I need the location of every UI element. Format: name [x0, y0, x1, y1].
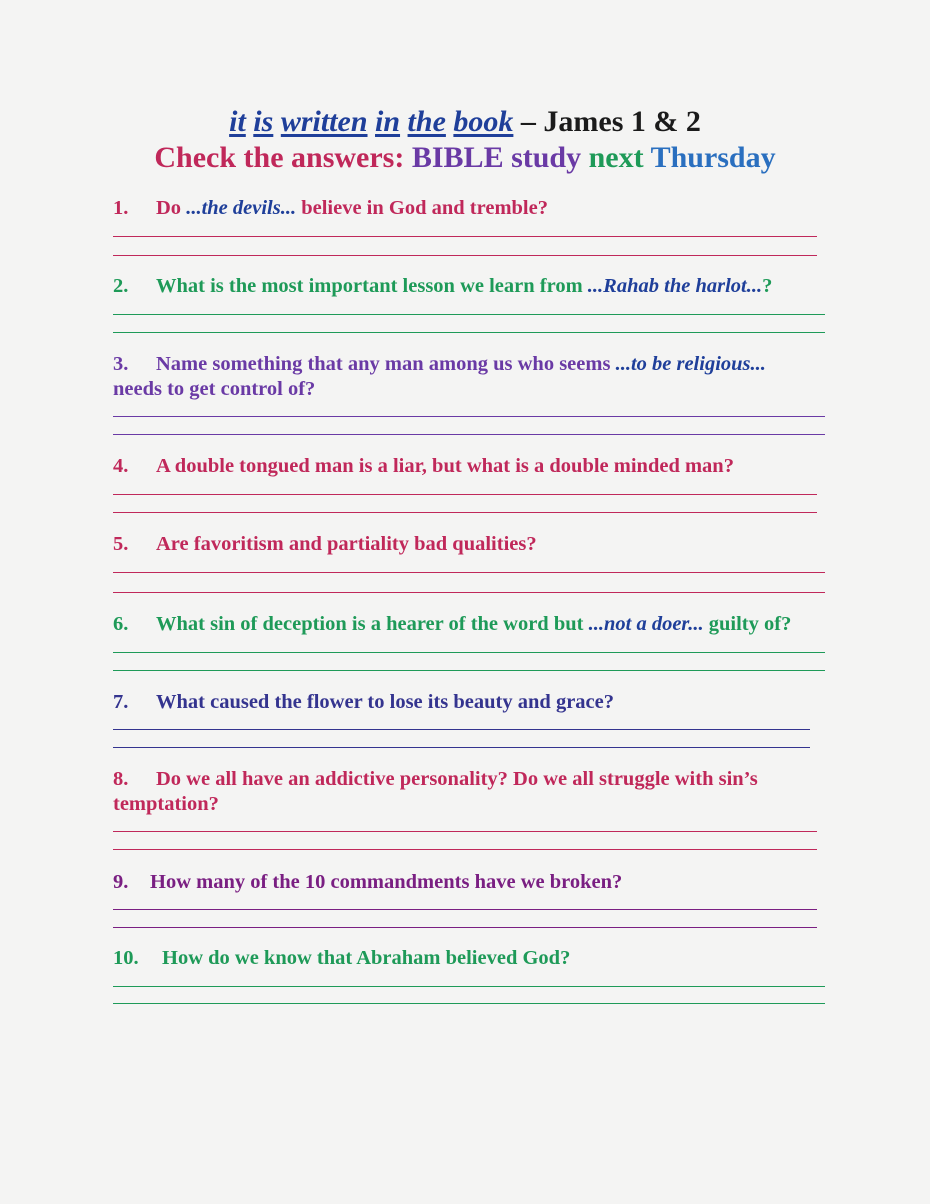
answer-line[interactable] — [113, 494, 817, 495]
question-number: 2. — [113, 275, 129, 297]
question-text: What caused the flower to lose its beauty and grace? — [156, 691, 614, 713]
worksheet-subtitle — [0, 140, 930, 176]
question-number: 8. — [113, 768, 129, 790]
question-text-end: ? — [762, 275, 773, 297]
answer-line[interactable] — [113, 747, 810, 748]
question-text-end: believe in God and tremble? — [296, 197, 548, 219]
question-7 — [113, 690, 825, 715]
question-text: How many of the 10 commandments have we broken? — [150, 871, 623, 893]
question-number: 1. — [113, 197, 129, 219]
question-text-end: guilty of? — [703, 613, 792, 635]
answer-line[interactable] — [113, 416, 825, 417]
question-text: Are favoritism and partiality bad qualities? — [156, 533, 537, 555]
question-text: What sin of deception is a hearer of the word but — [156, 613, 589, 635]
question-3 — [113, 352, 825, 402]
title-word: book — [453, 105, 514, 138]
title-word: in — [375, 105, 401, 138]
question-number: 6. — [113, 613, 129, 635]
question-5 — [113, 532, 825, 557]
answer-line[interactable] — [113, 572, 825, 573]
question-number: 5. — [113, 533, 129, 555]
answer-line[interactable] — [113, 831, 817, 832]
question-text-line2: temptation? — [113, 793, 219, 815]
title-word: the — [407, 105, 446, 138]
question-text-line2: needs to get control of? — [113, 378, 316, 400]
subtitle-next: next — [588, 141, 651, 174]
answer-line[interactable] — [113, 332, 825, 333]
question-text: A double tongued man is a liar, but what is a double minded man? — [156, 455, 734, 477]
question-text: Do — [156, 197, 187, 219]
answer-line[interactable] — [113, 986, 825, 987]
title-word: is — [253, 105, 274, 138]
answer-line[interactable] — [113, 236, 817, 237]
worksheet-title — [0, 104, 930, 140]
answer-line[interactable] — [113, 434, 825, 435]
question-number: 10. — [113, 947, 139, 969]
answer-line[interactable] — [113, 512, 817, 513]
answer-line[interactable] — [113, 909, 817, 910]
question-text: How do we know that Abraham believed God? — [162, 947, 571, 969]
question-number: 7. — [113, 691, 129, 713]
answer-line[interactable] — [113, 927, 817, 928]
question-quote: ...Rahab the harlot... — [587, 275, 763, 297]
question-1 — [113, 196, 825, 221]
answer-line[interactable] — [113, 849, 817, 850]
subtitle-thursday: Thursday — [650, 141, 776, 174]
answer-line[interactable] — [113, 670, 825, 671]
title-word: it — [229, 105, 246, 138]
question-quote: ...not a doer... — [588, 613, 704, 635]
question-6 — [113, 612, 825, 637]
question-2 — [113, 274, 825, 299]
question-8 — [113, 767, 825, 817]
question-9 — [113, 870, 825, 895]
title-suffix: – James 1 & 2 — [513, 105, 701, 138]
answer-line[interactable] — [113, 729, 810, 730]
answer-line[interactable] — [113, 314, 825, 315]
answer-line[interactable] — [113, 255, 817, 256]
question-number: 4. — [113, 455, 129, 477]
question-text: Do we all have an addictive personality? Do we all struggle with sin’s — [156, 768, 758, 790]
question-quote: ...to be religious... — [615, 353, 766, 375]
question-quote: ...the devils... — [186, 197, 297, 219]
question-text: What is the most important lesson we learn from — [156, 275, 588, 297]
subtitle-check-answers: Check the answers: — [154, 141, 412, 174]
answer-line[interactable] — [113, 1003, 825, 1004]
title-word: written — [280, 105, 368, 138]
question-number: 9. — [113, 871, 129, 893]
question-text: Name something that any man among us who seems — [156, 353, 616, 375]
answer-line[interactable] — [113, 592, 825, 593]
subtitle-bible-study: BIBLE study — [411, 141, 589, 174]
question-4 — [113, 454, 825, 479]
question-10 — [113, 946, 825, 971]
question-number: 3. — [113, 353, 129, 375]
answer-line[interactable] — [113, 652, 825, 653]
